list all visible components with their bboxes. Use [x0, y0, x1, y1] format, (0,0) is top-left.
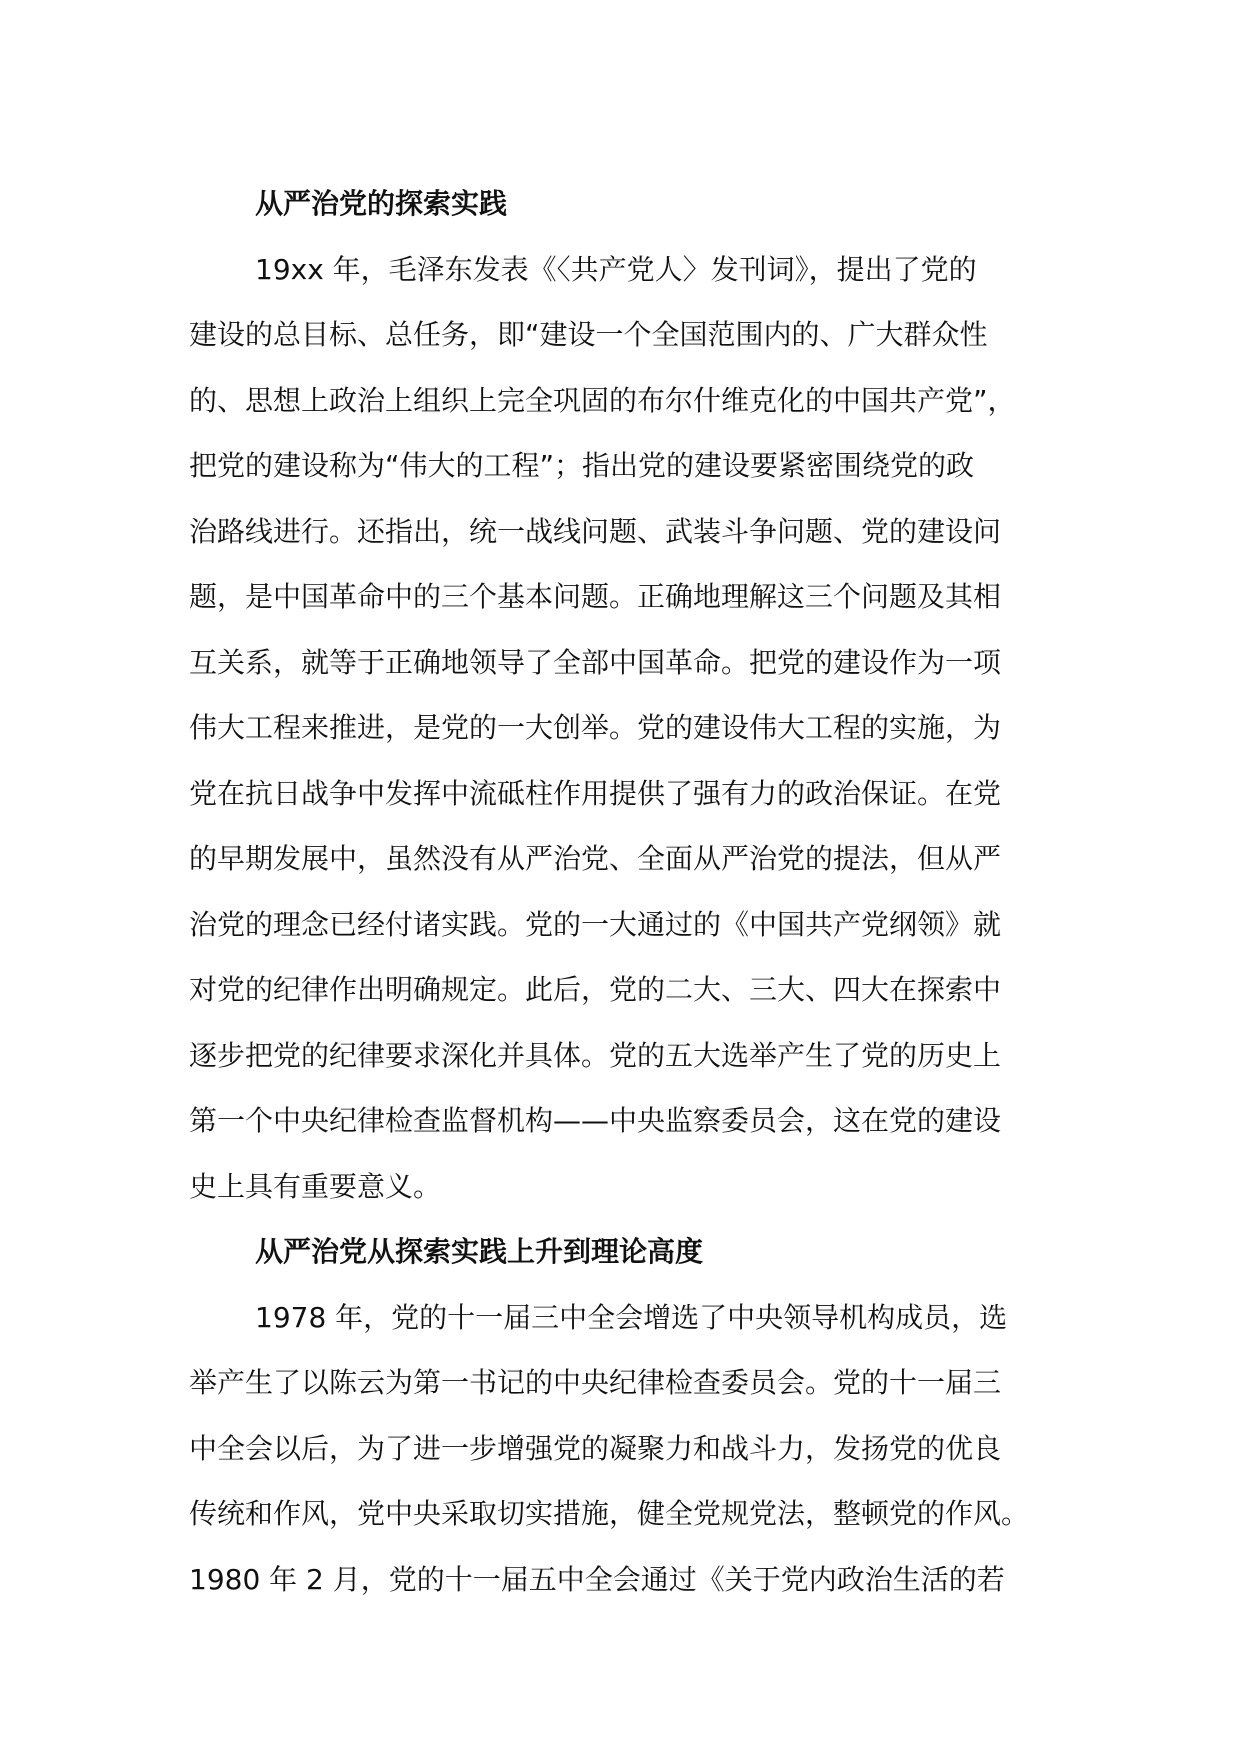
text-line: 把党的建设称为“伟大的工程”；指出党的建设要紧密围绕党的政	[189, 449, 975, 482]
section-heading-1: 从严治党的探索实践	[255, 187, 508, 220]
text-line: 伟大工程来推进，是党的一大创举。党的建设伟大工程的实施，为	[189, 711, 1002, 744]
text-line: 逐步把党的纪律要求深化并具体。党的五大选举产生了党的历史上	[189, 1038, 1002, 1072]
text-line: 传统和作风，党中央采取切实措施，健全党规党法，整顿党的作风。	[189, 1497, 1030, 1530]
text-line: 建设的总目标、总任务，即“建设一个全国范围内的、广大群众性	[189, 318, 988, 351]
text-line: 治党的理念已经付诸实践。党的一大通过的《中国共产党纲领》就	[189, 907, 1002, 941]
text-line: 的早期发展中，虽然没有从严治党、全面从严治党的提法，但从严	[189, 842, 1002, 875]
paragraph-2	[189, 1285, 1057, 1613]
document-body	[189, 171, 1057, 1612]
paragraph-1	[189, 237, 1057, 1220]
text-line: 19xx 年，毛泽东发表《〈共产党人〉发刊词》，提出了党的	[255, 252, 977, 286]
text-line: 对党的纪律作出明确规定。此后，党的二大、三大、四大在探索中	[189, 973, 1002, 1006]
text-line: 第一个中央纪律检查监督机构——中央监察委员会，这在党的建设	[189, 1104, 1002, 1137]
text-line: 中全会以后，为了进一步增强党的凝聚力和战斗力，发扬党的优良	[189, 1431, 1002, 1465]
text-line: 举产生了以陈云为第一书记的中央纪律检查委员会。党的十一届三	[189, 1366, 1002, 1399]
text-line: 题，是中国革命中的三个基本问题。正确地理解这三个问题及其相	[189, 580, 1002, 613]
text-line: 互关系，就等于正确地领导了全部中国革命。把党的建设作为一项	[189, 645, 1002, 679]
text-line: 史上具有重要意义。	[189, 1169, 442, 1203]
text-line: 治路线进行。还指出，统一战线问题、武装斗争问题、党的建设问	[189, 514, 1002, 548]
text-line: 1980 年 2 月，党的十一届五中全会通过《关于党内政治生活的若	[189, 1562, 1005, 1596]
text-line: 党在抗日战争中发挥中流砥柱作用提供了强有力的政治保证。在党	[189, 776, 1002, 810]
section-heading-2: 从严治党从探索实践上升到理论高度	[255, 1235, 704, 1268]
text-line: 1978 年，党的十一届三中全会增选了中央领导机构成员，选	[255, 1300, 1008, 1334]
text-line: 的、思想上政治上组织上完全巩固的布尔什维克化的中国共产党”，	[189, 383, 1016, 417]
